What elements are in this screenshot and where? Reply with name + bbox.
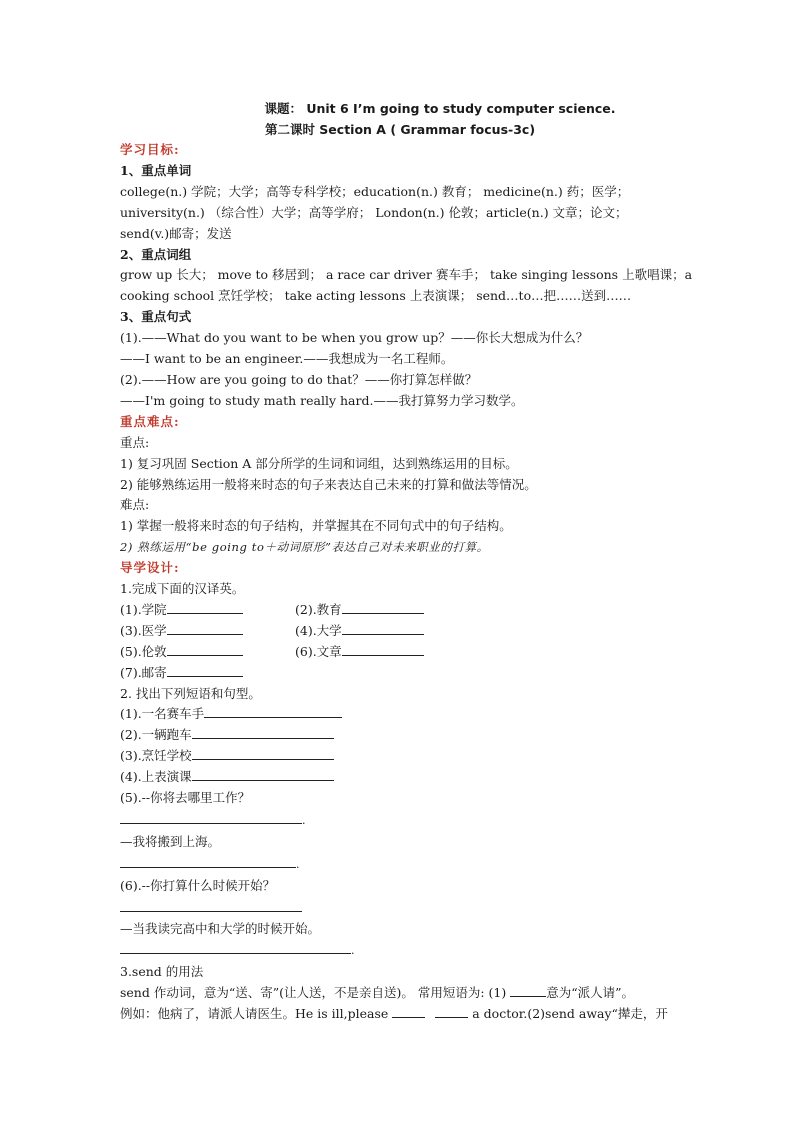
difficulty-label: 难点: [120,497,150,513]
key-sentences-heading: 3、重点句式 [120,309,192,325]
exercise-1-item: (4).大学 [295,622,342,638]
guide-heading: 导学设计: [120,560,180,576]
exercise-2-question: (6).--你打算什么时候开始？ [120,877,276,893]
exercise-2-row [120,725,680,746]
exercise-2-row [120,746,680,767]
exercise-2-item: (1).一名赛车手 [120,706,205,722]
key-words-line: send(v.)邮寄；发送 [120,225,232,241]
exercise-1-row [120,621,680,642]
send-usage-text: 意为“派人请”。 [546,985,634,1001]
focus-label: 重点: [120,434,150,450]
key-phrases-line: cooking school 烹饪学校； take acting lessons 上表演课； send…to…把……送到…… [120,288,632,304]
answer-line[interactable] [120,939,351,954]
answer-blank[interactable] [342,642,424,656]
key-sentence: (2).——How are you going to do that？——你打算怎样做？ [120,371,478,387]
exercise-1-item: (3).医学 [120,622,167,638]
answer-blank[interactable] [167,621,243,635]
send-example-line [120,1004,680,1025]
period-mark: . [351,944,355,958]
key-points-heading: 重点难点: [120,413,180,429]
worksheet-page [120,98,693,1025]
answer-blank[interactable] [167,642,243,656]
focus-item: 1) 复习巩固 Section A 部分所学的生词和词组，达到熟练运用的目标。 [120,455,518,471]
exercise-1-item: (1).学院 [120,601,167,617]
exercise-2-item: (2).一辆跑车 [120,727,192,743]
focus-item: 2) 能够熟练运用一般将来时态的句子来表达自己未来的打算和做法等情况。 [120,476,537,492]
answer-blank[interactable] [435,1004,468,1018]
send-usage-line [120,983,680,1004]
answer-line[interactable] [120,809,302,824]
answer-blank[interactable] [342,600,424,614]
answer-line-row [120,897,680,919]
exercise-1-item: (5).伦敦 [120,643,167,659]
answer-blank[interactable] [392,1004,425,1018]
answer-blank[interactable] [167,600,243,614]
answer-blank[interactable] [192,746,334,760]
lesson-title [120,98,680,140]
exercise-2-question: (5).--你将去哪里工作？ [120,790,251,806]
exercise-1-row [120,663,680,684]
key-words-line: college(n.) 学院；大学；高等专科学校；education(n.) 教育； medicine(n.) 药；医学； [120,183,630,199]
exercise-2-row [120,704,680,725]
key-words-line: university(n.) （综合性）大学；高等学府； London(n.) 伦敦；article(n.) 文章；论文； [120,204,628,220]
key-phrases-line: grow up 长大； move to 移居到； a race car driver 赛车手； take singing lessons 上歌唱课；a [120,267,693,283]
send-usage-text: send 作动词，意为“送、寄”(让人送，不是亲自送)。 常用短语为: (1) [120,985,511,1001]
answer-blank[interactable] [204,704,342,718]
answer-line-row [120,939,680,962]
send-example-text: a doctor.(2)send away“撵走，开 [468,1006,668,1022]
period-mark: . [302,814,306,827]
key-sentence: ——I'm going to study math really hard.——我打算努力学习数学。 [120,392,524,408]
exercise-1-item: (7).邮寄 [120,664,167,680]
key-phrases-heading: 2、重点词组 [120,246,192,262]
answer-blank[interactable] [510,983,546,997]
exercise-2-prompt: 2. 找出下列短语和句型。 [120,685,261,701]
exercise-2-item: (4).上表演课 [120,769,192,785]
key-sentence: ——I want to be an engineer.——我想成为一名工程师。 [120,351,454,367]
exercise-2-answer: —我将搬到上海。 [120,833,221,849]
exercise-1-row [120,642,680,663]
answer-blank[interactable] [342,621,424,635]
objectives-heading: 学习目标: [120,142,180,157]
exercise-1-row [120,600,680,621]
difficulty-item: 2) 熟练运用“be going to＋动词原形”表达自己对未来职业的打算。 [120,540,489,555]
key-sentence: (1).——What do you want to be when you grow up？——你长大想成为什么？ [120,330,589,346]
answer-line-row [120,853,680,876]
exercise-1-item: (2).教育 [295,601,342,617]
exercise-2-answer: —当我读完高中和大学的时候开始。 [120,920,321,936]
title-line-1: 课题： Unit 6 I’m going to study computer science. [264,101,616,116]
period-mark: . [296,857,300,871]
answer-line[interactable] [120,853,296,868]
exercise-2-item: (3).烹饪学校 [120,748,192,764]
send-example-text: 例如：他病了，请派人请医生。He is ill,please [120,1006,393,1022]
answer-line-row [120,809,680,832]
key-words-heading: 1、重点单词 [120,162,192,178]
answer-blank[interactable] [192,725,334,739]
answer-blank[interactable] [192,767,334,781]
exercise-3-prompt: 3.send 的用法 [120,964,204,980]
answer-line[interactable] [120,897,302,912]
answer-blank[interactable] [167,663,243,677]
difficulty-item: 1) 掌握一般将来时态的句子结构，并掌握其在不同句式中的句子结构。 [120,518,512,534]
exercise-2-row [120,767,680,788]
exercise-1-prompt: 1.完成下面的汉译英。 [120,581,245,597]
title-line-2: 第二课时 Section A ( Grammar focus-3c) [264,122,536,137]
exercise-1-item: (6).文章 [295,643,342,659]
